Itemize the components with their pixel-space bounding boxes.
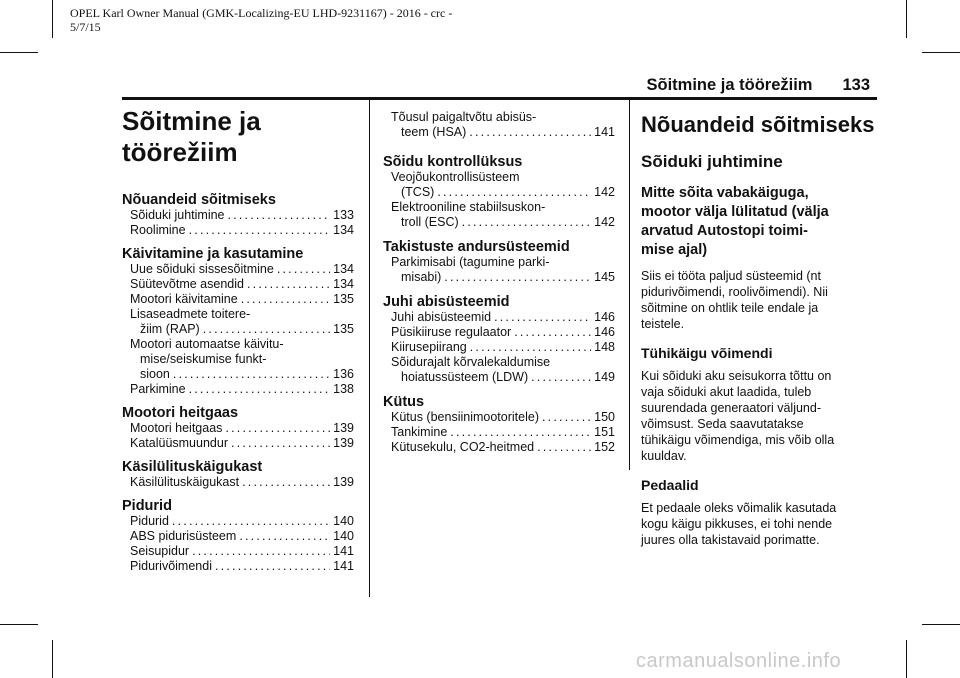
warning-text-line: pidurivõimendi, roolivõimendi). Nii — [641, 285, 828, 299]
dot-leader — [215, 559, 330, 574]
dot-leader — [192, 544, 330, 559]
warning-heading-line: arvatud Autostopi toimi- — [641, 223, 809, 239]
toc-page-number: 149 — [594, 370, 615, 384]
toc-entry-text: Sõiduki juhtimine — [130, 208, 225, 222]
toc-section-title: Käsilülituskäigukast — [122, 459, 263, 475]
toc-entry[interactable] — [130, 514, 354, 529]
toc-page-number: 146 — [594, 310, 615, 324]
crop-mark — [922, 52, 960, 53]
pedals-text-line: kogu käigu pikkuses, ei tohi nende — [641, 517, 833, 531]
toc-entry[interactable] — [130, 544, 354, 559]
toc-entry-line — [391, 185, 615, 200]
toc-column-2 — [383, 110, 615, 455]
toc-entry[interactable] — [391, 110, 615, 140]
warning-text-line: sõitmine on ohtlik teile endale ja — [641, 301, 819, 315]
warning-text-line: teistele. — [641, 317, 685, 331]
dot-leader — [462, 215, 591, 230]
toc-page-number: 133 — [333, 208, 354, 222]
dot-leader — [189, 382, 331, 397]
toc-entry-text: hoiatussüsteem (LDW) — [401, 370, 529, 384]
toc-entry-text: Pidurid — [130, 514, 169, 528]
dot-leader — [189, 223, 331, 238]
warning-text-line: Siis ei tööta paljud süsteemid (nt — [641, 269, 821, 283]
toc-entry[interactable] — [391, 355, 615, 385]
idle-text-line: tühikäigu võimendiga, mis võib olla — [641, 433, 835, 447]
toc-page-number: 139 — [333, 421, 354, 435]
crop-mark — [906, 640, 907, 678]
dot-leader — [514, 325, 591, 340]
running-head-title: Sõitmine ja töörežiim — [646, 76, 813, 94]
toc-entry[interactable] — [391, 410, 615, 425]
chapter-title — [122, 106, 354, 168]
dot-leader — [241, 292, 330, 307]
pedals-text — [641, 500, 881, 548]
toc-page-number: 135 — [333, 322, 354, 336]
dot-leader — [470, 340, 591, 355]
content-column — [641, 112, 881, 548]
dot-leader — [450, 425, 591, 440]
toc-page-number: 135 — [333, 292, 354, 306]
toc-entry-line — [130, 367, 354, 382]
toc-section-title: Nõuandeid sõitmiseks — [122, 192, 276, 208]
toc-entry-text: Juhi abisüsteemid — [391, 310, 492, 324]
toc-entry-text: Seisupidur — [130, 544, 190, 558]
toc-entry[interactable] — [130, 475, 354, 490]
toc-section — [383, 239, 615, 285]
toc-entry-text: mise/seiskumise funkt- — [140, 352, 267, 366]
toc-section-title: Sõidu kontrollüksus — [383, 154, 523, 170]
toc-entry-text: Uue sõiduki sissesõitmine — [130, 262, 274, 276]
toc-entry[interactable] — [391, 170, 615, 200]
toc-section-title: Takistuste andursüsteemid — [383, 239, 570, 255]
toc-section — [383, 394, 615, 455]
toc-entry-text: Parkimisabi (tagumine parki- — [391, 255, 550, 269]
toc-entry-text: Lisaseadmete toitere- — [130, 307, 251, 321]
toc-page-number: 150 — [594, 410, 615, 424]
toc-entry[interactable] — [130, 529, 354, 544]
dot-leader — [277, 262, 330, 277]
pedals-text-line: Et pedaale oleks võimalik kasutada — [641, 501, 837, 515]
toc-section-title: Mootori heitgaas — [122, 405, 239, 421]
toc-entry-text: Püsikiiruse regulaator — [391, 325, 512, 339]
toc-entry[interactable] — [130, 208, 354, 223]
dot-leader — [173, 367, 330, 382]
column-divider — [629, 100, 630, 470]
toc-entry[interactable] — [391, 340, 615, 355]
toc-page-number: 151 — [594, 425, 615, 439]
dot-leader — [444, 270, 591, 285]
warning-heading-line: Mitte sõita vabakäiguga, — [641, 185, 809, 201]
toc-entry-line — [391, 340, 615, 355]
toc-section — [122, 459, 354, 490]
toc-entry-line — [130, 559, 354, 574]
toc-entry-line — [130, 277, 354, 292]
toc-entry-text: žiim (RAP) — [140, 322, 200, 336]
toc-entry[interactable] — [130, 223, 354, 238]
toc-entry[interactable] — [130, 382, 354, 397]
toc-entry[interactable] — [130, 262, 354, 277]
idle-text-line: suurendada generaatori väljund- — [641, 401, 821, 415]
dot-leader — [242, 475, 330, 490]
toc-entry-text: Elektrooniline stabiilsuskon- — [391, 200, 546, 214]
toc-page-number: 152 — [594, 440, 615, 454]
toc-entry-line — [391, 370, 615, 385]
subsection-title: Sõiduki juhtimine — [641, 152, 783, 171]
toc-entry-line — [391, 410, 615, 425]
toc-entry-line — [391, 270, 615, 285]
toc-entry[interactable] — [391, 440, 615, 455]
toc-section-title: Pidurid — [122, 498, 172, 514]
warning-heading-line: mootor välja lülitatud (välja — [641, 204, 829, 220]
section-title: Nõuandeid sõitmiseks — [641, 112, 875, 137]
toc-section — [383, 154, 615, 230]
toc-section-title: Käivitamine ja kasutamine — [122, 246, 304, 262]
dot-leader — [542, 410, 591, 425]
toc-entry-line — [130, 436, 354, 451]
toc-entry-text: sioon — [140, 367, 170, 381]
toc-page-number: 134 — [333, 277, 354, 291]
toc-entry[interactable] — [130, 277, 354, 292]
warning-heading-line: mise ajal) — [641, 242, 708, 258]
toc-section — [122, 246, 354, 397]
toc-list — [383, 154, 615, 455]
idle-text-line: Kui sõiduki aku seisukorra tõttu on — [641, 369, 832, 383]
dot-leader — [469, 125, 591, 140]
toc-entry-line — [130, 544, 354, 559]
toc-entry-text: Parkimine — [130, 382, 186, 396]
dot-leader — [239, 529, 330, 544]
toc-entry[interactable] — [130, 307, 354, 337]
toc-entry[interactable] — [130, 292, 354, 307]
idle-text-line: kuuldav. — [641, 449, 687, 463]
toc-entry-text: Tõusul paigaltvõtu abisüs- — [391, 110, 537, 124]
toc-page-number: 145 — [594, 270, 615, 284]
toc-entry-line — [130, 223, 354, 238]
toc-entry-line — [130, 421, 354, 436]
toc-entry-text: Tankimine — [391, 425, 448, 439]
toc-entry-line — [130, 475, 354, 490]
toc-entry-text: Veojõukontrollisüsteem — [391, 170, 520, 184]
toc-entry-text: Katalüüsmuundur — [130, 436, 228, 450]
toc-page-number: 140 — [333, 529, 354, 543]
dot-leader — [494, 310, 591, 325]
toc-entry-text: ABS pidurisüsteem — [130, 529, 237, 543]
dot-leader — [437, 185, 591, 200]
toc-entry-line — [391, 125, 615, 140]
chapter-title-line: töörežiim — [122, 137, 238, 167]
toc-entry-line — [391, 425, 615, 440]
toc-entry-text: Roolimine — [130, 223, 186, 237]
dot-leader — [531, 370, 591, 385]
toc-page-number: 146 — [594, 325, 615, 339]
toc-entry-line — [130, 382, 354, 397]
toc-page-number: 141 — [333, 559, 354, 573]
idle-text-line: võimsust. Seda saavutatakse — [641, 417, 804, 431]
print-header — [70, 6, 510, 34]
toc-entry-line — [130, 292, 354, 307]
dot-leader — [537, 440, 591, 455]
running-head — [600, 76, 870, 95]
idle-boost-text — [641, 368, 881, 464]
dot-leader — [247, 277, 330, 292]
toc-page-number: 138 — [333, 382, 354, 396]
toc-entry-line — [391, 310, 615, 325]
dot-leader — [228, 208, 331, 223]
toc-entry-line — [130, 262, 354, 277]
toc-entry-text: Mootori heitgaas — [130, 421, 223, 435]
print-header-line: 5/7/15 — [70, 20, 101, 34]
dot-leader — [172, 514, 330, 529]
toc-page-number: 141 — [333, 544, 354, 558]
toc-list — [122, 192, 354, 574]
toc-page-number: 142 — [594, 215, 615, 229]
toc-entry-text: Sõidurajalt kõrvalekaldumise — [391, 355, 551, 369]
toc-entry-line — [130, 529, 354, 544]
toc-entry[interactable] — [130, 436, 354, 451]
toc-page-number: 134 — [333, 262, 354, 276]
toc-page-number: 140 — [333, 514, 354, 528]
toc-entry-line — [391, 325, 615, 340]
crop-mark — [0, 624, 38, 625]
toc-page-number: 134 — [333, 223, 354, 237]
pedals-text-line: juures olla takistavaid porimatte. — [641, 533, 820, 547]
toc-entry[interactable] — [391, 255, 615, 285]
toc-entry-text: misabi) — [401, 270, 442, 284]
toc-entry-text: Pidurivõimendi — [130, 559, 212, 573]
header-rule — [122, 97, 877, 100]
toc-entry-text: Käsilülituskäigukast — [130, 475, 240, 489]
toc-section — [122, 498, 354, 574]
toc-entry-text: (TCS) — [401, 185, 435, 199]
toc-section-title: Juhi abisüsteemid — [383, 294, 510, 310]
toc-entry-text: Kütus (bensiinimootoritele) — [391, 410, 539, 424]
toc-section — [122, 192, 354, 238]
toc-page-number: 142 — [594, 185, 615, 199]
toc-page-number: 136 — [333, 367, 354, 381]
toc-entry[interactable] — [391, 425, 615, 440]
idle-text-line: vaja sõiduki akut laadida, tuleb — [641, 385, 812, 399]
toc-page-number: 141 — [594, 125, 615, 139]
toc-entry-text: Süütevõtme asendid — [130, 277, 244, 291]
toc-page-number: 139 — [333, 436, 354, 450]
toc-entry-line — [130, 208, 354, 223]
toc-entry[interactable] — [130, 337, 354, 382]
toc-entry-text: Mootori automaatse käivitu- — [130, 337, 284, 351]
toc-entry-text: Kütusekulu, CO2-heitmed — [391, 440, 535, 454]
toc-column-1 — [122, 106, 354, 574]
toc-entry[interactable] — [391, 325, 615, 340]
chapter-title-line: Sõitmine ja — [122, 106, 261, 136]
page-number: 133 — [842, 76, 870, 94]
toc-entry-text: troll (ESC) — [401, 215, 459, 229]
dot-leader — [203, 322, 330, 337]
pedals-heading: Pedaalid — [641, 477, 699, 493]
toc-entry-text: Kiirusepiirang — [391, 340, 467, 354]
toc-entry-text: teem (HSA) — [401, 125, 467, 139]
toc-entry-line — [391, 215, 615, 230]
warning-heading — [641, 184, 881, 260]
toc-entry[interactable] — [130, 559, 354, 574]
toc-entry-line — [130, 514, 354, 529]
print-header-line: OPEL Karl Owner Manual (GMK-Localizing-EU LHD-9231167) - 2016 - crc - — [70, 6, 453, 20]
toc-entry[interactable] — [391, 200, 615, 230]
toc-section — [122, 405, 354, 451]
toc-section-title: Kütus — [383, 394, 425, 410]
dot-leader — [231, 436, 330, 451]
toc-page-number: 139 — [333, 475, 354, 489]
toc-entry[interactable] — [391, 310, 615, 325]
crop-mark — [922, 624, 960, 625]
toc-continued — [383, 110, 615, 140]
toc-page-number: 148 — [594, 340, 615, 354]
crop-mark — [0, 52, 38, 53]
column-divider — [369, 100, 370, 597]
toc-section — [383, 294, 615, 385]
toc-entry-line — [130, 322, 354, 337]
crop-mark — [52, 0, 53, 38]
toc-entry-line — [391, 440, 615, 455]
warning-text — [641, 268, 881, 332]
crop-mark — [52, 640, 53, 678]
toc-entry-text: Mootori käivitamine — [130, 292, 238, 306]
idle-boost-heading: Tühikäigu võimendi — [641, 345, 773, 361]
dot-leader — [225, 421, 330, 436]
watermark: carmanualsonline.info — [636, 650, 842, 672]
crop-mark — [906, 0, 907, 38]
toc-entry[interactable] — [130, 421, 354, 436]
